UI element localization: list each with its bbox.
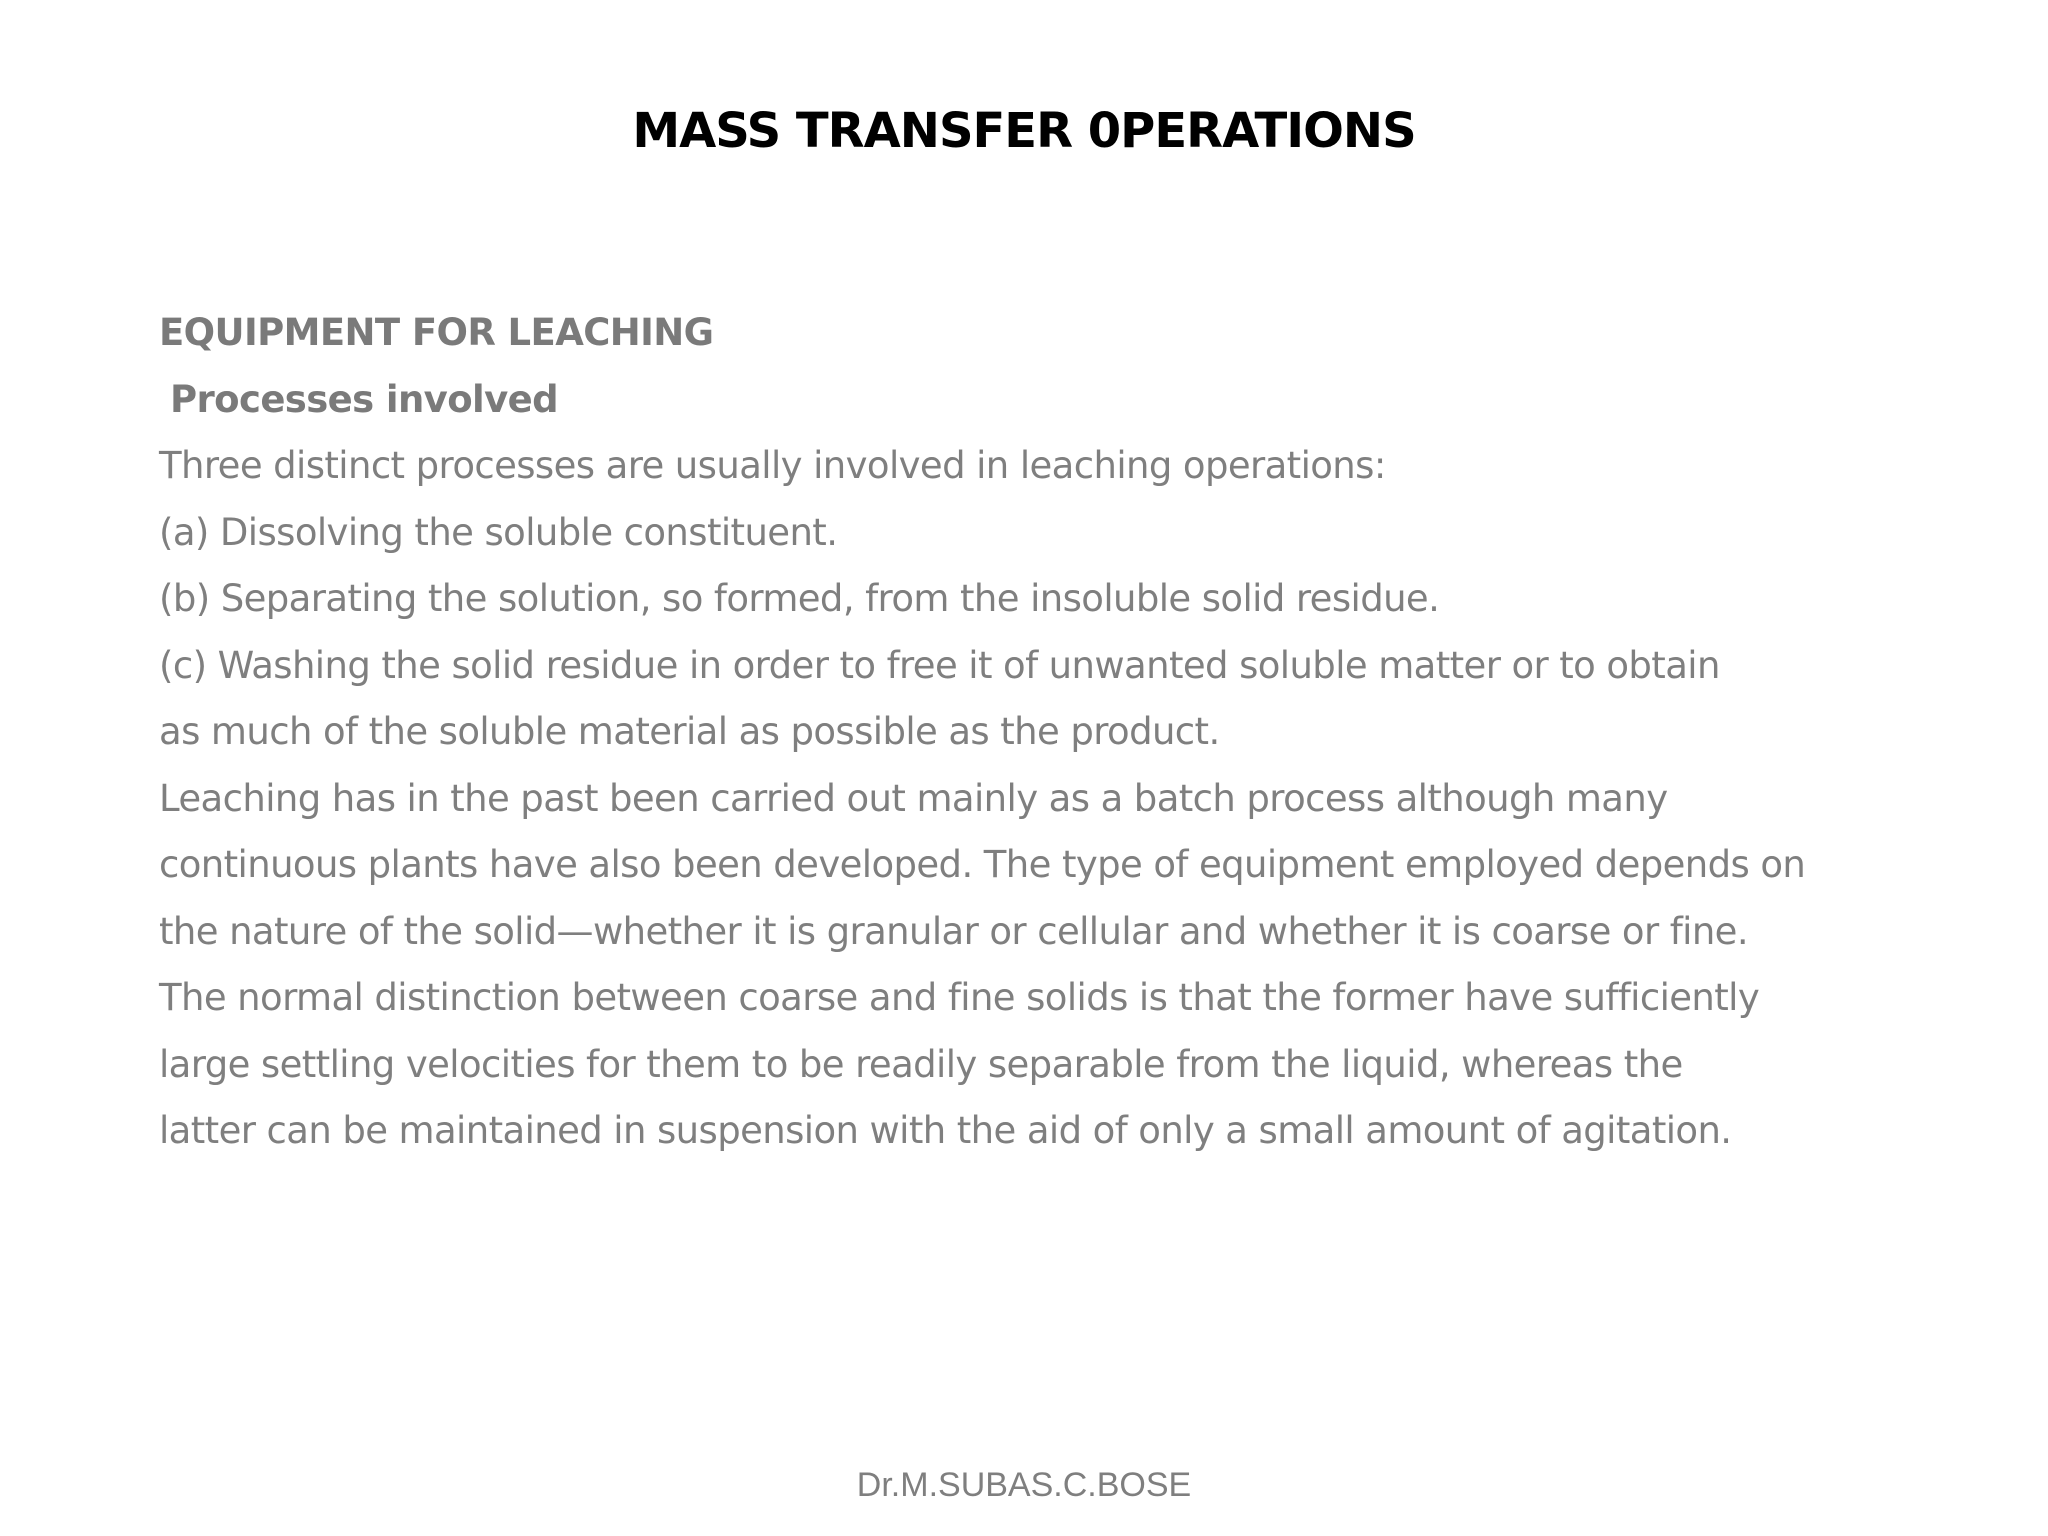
section-subheading: Processes involved	[170, 377, 558, 421]
body-line: large settling velocities for them to be readily separable from the liquid, whereas the	[159, 1042, 1683, 1086]
body-line: (a) Dissolving the soluble constituent.	[159, 510, 838, 554]
body-line: The normal distinction between coarse and fine solids is that the former have sufficiently	[159, 976, 1760, 1019]
section-heading: EQUIPMENT FOR LEACHING	[159, 311, 714, 354]
body-line: Three distinct processes are usually involved in leaching operations:	[159, 444, 1386, 487]
body-line: (b) Separating the solution, so formed, from the insoluble solid residue.	[159, 577, 1440, 620]
body-line: continuous plants have also been developed. The type of equipment employed depends on	[159, 843, 1806, 886]
body-line: as much of the soluble material as possible as the product.	[159, 710, 1220, 753]
body-line: Leaching has in the past been carried out mainly as a batch process although many	[159, 776, 1668, 820]
body-line: (c) Washing the solid residue in order to free it of unwanted soluble matter or to obtain	[159, 643, 1720, 687]
body-line: the nature of the solid—whether it is granular or cellular and whether it is coarse or fine.	[159, 909, 1749, 953]
slide-footer-author: Dr.M.SUBAS.C.BOSE	[856, 1466, 1192, 1504]
slide-title: MASS TRANSFER 0PERATIONS	[632, 103, 1416, 159]
slide-body	[159, 300, 1979, 1165]
body-line: latter can be maintained in suspension with the aid of only a small amount of agitation.	[159, 1109, 1732, 1152]
